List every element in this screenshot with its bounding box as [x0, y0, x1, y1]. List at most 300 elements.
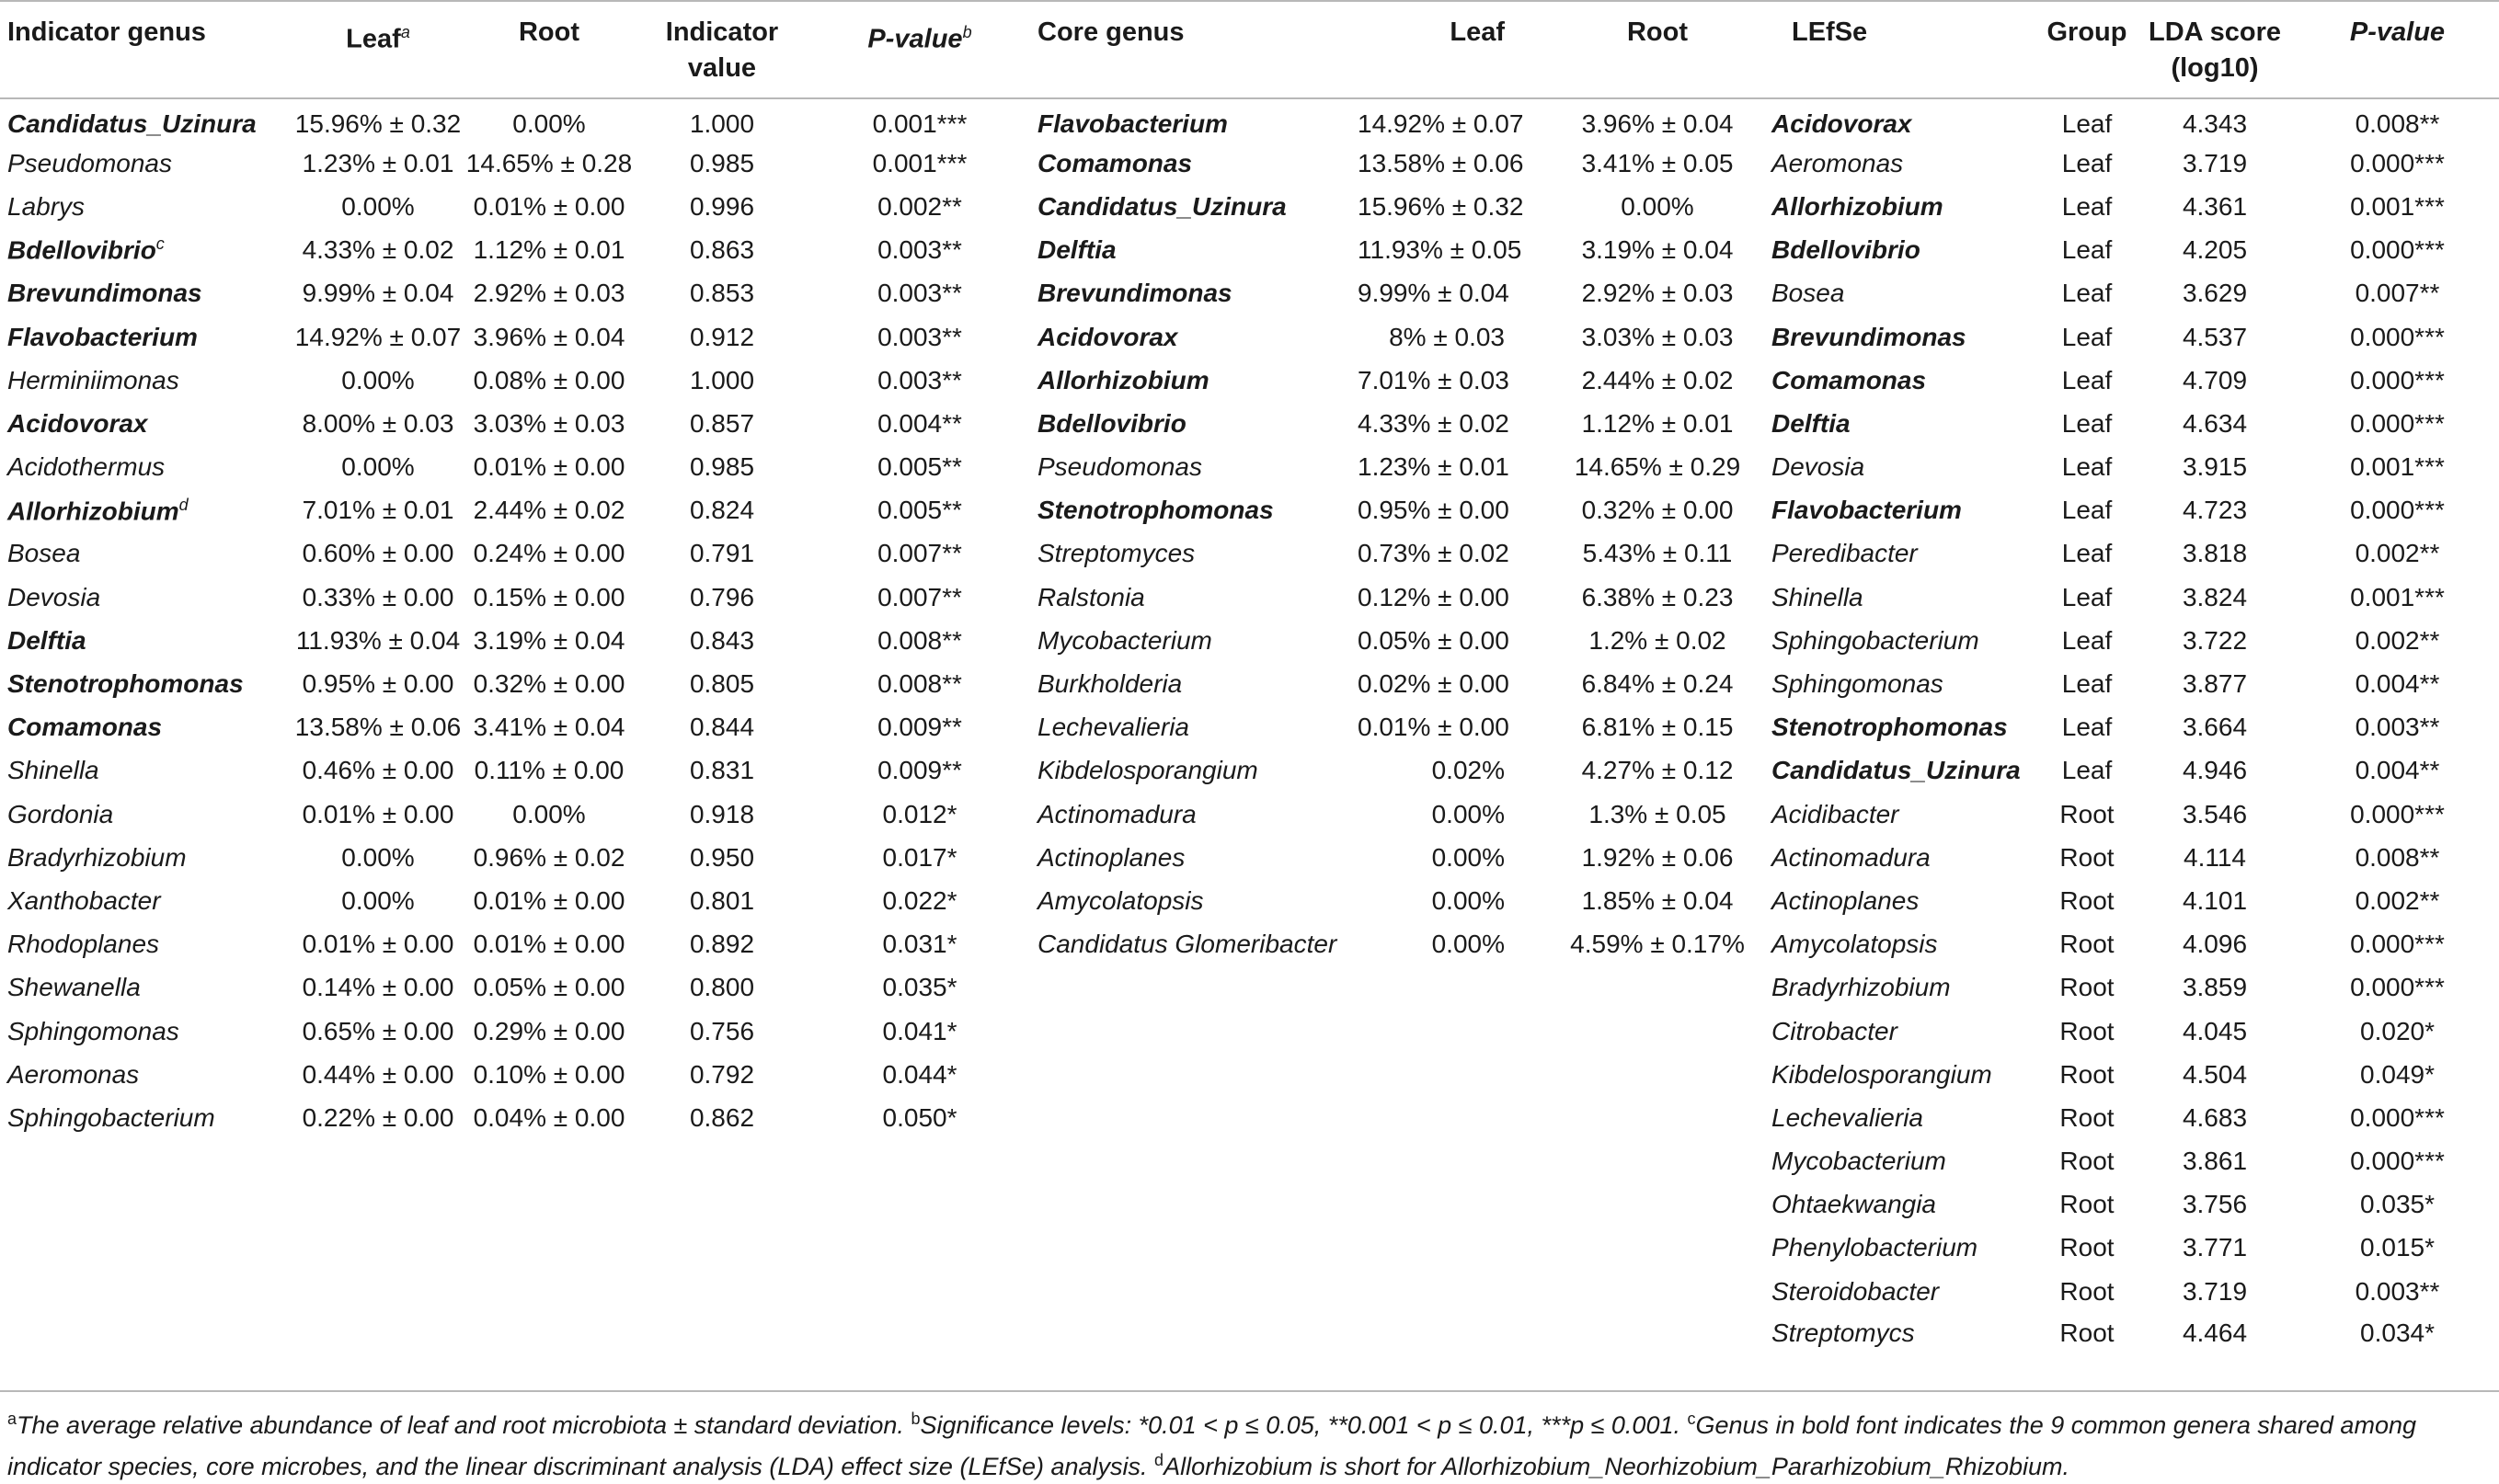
lefse-lda-cell: 4.045 — [2182, 1016, 2248, 1045]
indicator-value-cell: 0.950 — [689, 842, 755, 872]
core-genus-cell: Acidovorax — [1037, 322, 1178, 351]
lefse-pvalue-cell: 0.000*** — [2350, 408, 2445, 438]
indicator-pvalue-cell: 0.022* — [882, 885, 957, 915]
lefse-genus-cell: Peredibacter — [1771, 539, 1918, 568]
table-row — [0, 1313, 2499, 1366]
lefse-group-cell: Leaf — [2061, 539, 2113, 568]
table-row — [0, 359, 2499, 402]
indicator-value-cell: 0.831 — [689, 756, 755, 785]
table-row — [0, 272, 2499, 315]
table-row — [0, 1010, 2499, 1053]
core-leaf-cell: 11.93% ± 0.05 — [1358, 235, 1522, 265]
indicator-genus-cell — [0, 446, 292, 489]
indicator-genus-name: Aeromonas — [7, 1059, 140, 1089]
footnote-a-mark: a — [7, 1410, 17, 1428]
core-root-cell: 1.12% ± 0.01 — [1581, 408, 1734, 438]
footnote-b-text: Significance levels: *0.01 < p ≤ 0.05, **0.001 < p ≤ 0.01, ***p ≤ 0.001. — [920, 1411, 1680, 1439]
indicator-genus-name: Stenotrophomonas — [7, 669, 244, 699]
indicator-pvalue-cell: 0.041* — [882, 1016, 957, 1045]
empty-cell — [1030, 1270, 1358, 1313]
header-root: Root — [464, 1, 635, 98]
lefse-lda-cell: 3.546 — [2182, 799, 2248, 828]
indicator-root-cell: 14.65% ± 0.28 — [465, 148, 633, 177]
core-leaf-cell: 0.00% — [1431, 799, 1505, 828]
indicator-root-cell: 0.04% ± 0.00 — [473, 1102, 625, 1132]
core-root-cell: 2.92% ± 0.03 — [1581, 279, 1734, 308]
indicator-root-cell: 0.15% ± 0.00 — [473, 582, 625, 611]
indicator-value-cell: 0.791 — [689, 539, 755, 568]
indicator-leaf-cell: 0.46% ± 0.00 — [302, 756, 454, 785]
empty-cell — [1030, 1183, 1358, 1227]
table-row — [0, 966, 2499, 1010]
indicator-root-cell: 0.96% ± 0.02 — [473, 842, 625, 872]
core-genus-cell: Candidatus Glomeribacter — [1037, 930, 1337, 959]
table-row — [0, 1183, 2499, 1227]
indicator-leaf-cell: 0.00% — [341, 191, 415, 221]
core-root-cell: 1.92% ± 0.06 — [1581, 842, 1734, 872]
indicator-root-cell: 3.41% ± 0.04 — [473, 713, 625, 742]
indicator-leaf-cell: 11.93% ± 0.04 — [295, 625, 461, 655]
header-lefse-pvalue-label: P-value — [2349, 17, 2446, 47]
indicator-genus-cell — [0, 1096, 292, 1139]
table-row — [0, 185, 2499, 228]
indicator-leaf-cell: 0.44% ± 0.00 — [302, 1059, 454, 1089]
indicator-genus-cell — [0, 836, 292, 879]
core-root-cell: 4.59% ± 0.17% — [1570, 930, 1745, 959]
indicator-pvalue-cell: 0.001*** — [872, 148, 968, 177]
lefse-lda-cell: 4.101 — [2182, 885, 2248, 915]
lefse-group-cell: Leaf — [2061, 408, 2113, 438]
empty-cell — [635, 1183, 809, 1227]
table-row — [0, 142, 2499, 185]
core-leaf-cell: 14.92% ± 0.07 — [1358, 109, 1524, 139]
table-row — [0, 1227, 2499, 1270]
lefse-pvalue-cell: 0.002** — [2355, 625, 2440, 655]
indicator-leaf-cell: 14.92% ± 0.07 — [294, 322, 462, 351]
indicator-value-cell: 0.792 — [689, 1059, 755, 1089]
lefse-genus-cell: Phenylobacterium — [1771, 1233, 1978, 1262]
table-footnotes — [0, 1390, 2499, 1484]
header-indicator-value-line2: value — [687, 53, 757, 83]
core-genus-cell: Amycolatopsis — [1037, 885, 1204, 915]
lefse-genus-cell: Flavobacterium — [1771, 496, 1962, 525]
indicator-genus-name: Delftia — [7, 625, 86, 655]
lefse-group-cell: Leaf — [2061, 496, 2113, 525]
indicator-genus-name: Herminiimonas — [7, 365, 179, 394]
lefse-lda-cell: 3.818 — [2182, 539, 2248, 568]
table-row — [0, 1096, 2499, 1139]
core-root-cell: 5.43% ± 0.11 — [1582, 539, 1733, 568]
lefse-group-cell: Root — [2059, 799, 2115, 828]
lefse-pvalue-cell: 0.003** — [2355, 1276, 2440, 1306]
lefse-lda-cell: 3.629 — [2182, 279, 2248, 308]
empty-cell — [809, 1140, 1030, 1183]
empty-cell — [292, 1313, 464, 1366]
indicator-genus-name: Bradyrhizobium — [7, 842, 187, 872]
lefse-pvalue-cell: 0.008** — [2355, 109, 2440, 139]
table-row — [0, 923, 2499, 966]
indicator-leaf-cell: 1.23% ± 0.01 — [302, 148, 454, 177]
core-root-cell: 3.03% ± 0.03 — [1581, 322, 1734, 351]
empty-cell — [1030, 1227, 1358, 1270]
indicator-pvalue-cell: 0.044* — [882, 1059, 957, 1089]
empty-cell — [809, 1227, 1030, 1270]
lefse-genus-cell: Mycobacterium — [1771, 1147, 1946, 1176]
footnote-c-mark: c — [1687, 1410, 1696, 1428]
indicator-genus-footnote-mark: d — [178, 495, 189, 514]
indicator-leaf-cell: 7.01% ± 0.01 — [302, 496, 454, 525]
empty-cell — [1030, 966, 1358, 1010]
indicator-genus-cell — [0, 489, 292, 532]
lefse-group-cell: Leaf — [2061, 148, 2113, 177]
lefse-group-cell: Root — [2059, 1059, 2115, 1089]
lefse-pvalue-cell: 0.001*** — [2350, 191, 2445, 221]
indicator-leaf-cell: 9.99% ± 0.04 — [302, 279, 454, 308]
core-leaf-cell: 0.73% ± 0.02 — [1358, 539, 1509, 568]
core-root-cell: 6.38% ± 0.23 — [1581, 582, 1734, 611]
indicator-value-cell: 0.843 — [689, 625, 755, 655]
table-row — [0, 446, 2499, 489]
indicator-genus-name: Brevundimonas — [7, 279, 202, 308]
indicator-value-cell: 0.844 — [689, 713, 755, 742]
indicator-root-cell: 0.00% — [512, 799, 586, 828]
indicator-genus-name: Rhodoplanes — [7, 930, 160, 959]
empty-cell — [1505, 1270, 1764, 1313]
lefse-genus-cell: Brevundimonas — [1771, 322, 1966, 351]
indicator-root-cell: 0.10% ± 0.00 — [473, 1059, 625, 1089]
table-body — [0, 98, 2499, 1366]
core-genus-cell: Pseudomonas — [1037, 452, 1203, 482]
lefse-pvalue-cell: 0.035* — [2360, 1190, 2435, 1219]
indicator-genus-cell — [0, 185, 292, 228]
indicator-genus-name: Comamonas — [7, 713, 163, 742]
lefse-lda-cell: 4.537 — [2182, 322, 2248, 351]
core-root-cell: 0.32% ± 0.00 — [1581, 496, 1734, 525]
core-genus-cell: Streptomyces — [1037, 539, 1196, 568]
table-row — [0, 98, 2499, 142]
core-root-cell: 6.81% ± 0.15 — [1581, 713, 1734, 742]
indicator-genus-cell — [0, 706, 292, 749]
lefse-genus-cell: Allorhizobium — [1771, 191, 1943, 221]
indicator-leaf-cell: 0.95% ± 0.00 — [302, 669, 454, 699]
indicator-leaf-cell: 15.96% ± 0.32 — [294, 109, 462, 139]
indicator-genus-name: Acidovorax — [7, 408, 148, 438]
footnote-mark-a: a — [400, 23, 410, 41]
empty-cell — [1030, 1140, 1358, 1183]
indicator-genus-cell — [0, 749, 292, 793]
core-root-cell: 0.00% — [1621, 191, 1694, 221]
lefse-genus-cell: Bdellovibrio — [1771, 235, 1920, 265]
lefse-pvalue-cell: 0.015* — [2360, 1233, 2435, 1262]
indicator-root-cell: 0.01% ± 0.00 — [473, 930, 625, 959]
indicator-genus-cell — [0, 142, 292, 185]
indicator-value-cell: 0.985 — [689, 452, 755, 482]
empty-cell — [1358, 1227, 1505, 1270]
core-root-cell: 2.44% ± 0.02 — [1581, 365, 1734, 394]
indicator-genus-cell — [0, 662, 292, 705]
core-genus-cell: Actinomadura — [1037, 799, 1197, 828]
table-row — [0, 662, 2499, 705]
header-pvalue-label: P-value — [867, 24, 963, 54]
indicator-genus-cell — [0, 315, 292, 359]
indicator-value-cell: 0.756 — [689, 1016, 755, 1045]
lefse-pvalue-cell: 0.004** — [2355, 669, 2440, 699]
footnote-c-text: Genus in bold font indicates the 9 common genera shared among indicator species, core microbes, and the linear discriminant analysis (LDA) effect size (LEfSe) analysis. — [7, 1411, 2416, 1480]
lefse-pvalue-cell: 0.000*** — [2350, 930, 2445, 959]
empty-cell — [0, 1183, 292, 1227]
indicator-pvalue-cell: 0.012* — [882, 799, 957, 828]
lefse-lda-cell: 3.756 — [2182, 1190, 2248, 1219]
lefse-pvalue-cell: 0.002** — [2355, 885, 2440, 915]
lefse-group-cell: Leaf — [2061, 322, 2113, 351]
lefse-group-cell: Root — [2059, 1147, 2115, 1176]
lefse-pvalue-cell: 0.004** — [2355, 756, 2440, 785]
lefse-pvalue-cell: 0.000*** — [2350, 1102, 2445, 1132]
core-genus-cell: Brevundimonas — [1037, 279, 1232, 308]
lefse-genus-cell: Lechevalieria — [1771, 1102, 1923, 1132]
footnote-d-mark: d — [1154, 1451, 1164, 1469]
indicator-value-cell: 0.805 — [689, 669, 755, 699]
empty-cell — [1358, 1183, 1505, 1227]
lefse-genus-cell: Sphingomonas — [1771, 669, 1943, 699]
indicator-root-cell: 0.08% ± 0.00 — [473, 365, 625, 394]
indicator-value-cell: 0.853 — [689, 279, 755, 308]
indicator-pvalue-cell: 0.005** — [877, 452, 962, 482]
core-root-cell: 3.19% ± 0.04 — [1581, 235, 1734, 265]
indicator-root-cell: 0.29% ± 0.00 — [473, 1016, 625, 1045]
empty-cell — [809, 1183, 1030, 1227]
lefse-genus-cell: Delftia — [1771, 408, 1851, 438]
core-leaf-cell: 1.23% ± 0.01 — [1358, 452, 1509, 482]
indicator-genus-cell — [0, 229, 292, 272]
table-row — [0, 879, 2499, 922]
empty-cell — [1505, 1183, 1764, 1227]
table-row — [0, 1140, 2499, 1183]
lefse-genus-cell: Aeromonas — [1771, 148, 1904, 177]
lefse-pvalue-cell: 0.049* — [2360, 1059, 2435, 1089]
core-leaf-cell: 7.01% ± 0.03 — [1358, 365, 1509, 394]
lefse-group-cell: Leaf — [2061, 365, 2113, 394]
indicator-pvalue-cell: 0.003** — [877, 235, 962, 265]
lefse-pvalue-cell: 0.008** — [2355, 842, 2440, 872]
indicator-genus-cell — [0, 402, 292, 445]
indicator-root-cell: 0.01% ± 0.00 — [473, 452, 625, 482]
empty-cell — [0, 1140, 292, 1183]
lefse-group-cell: Leaf — [2061, 109, 2113, 139]
indicator-genus-name: Pseudomonas — [7, 148, 173, 177]
indicator-genus-cell — [0, 619, 292, 662]
indicator-genus-cell — [0, 576, 292, 619]
header-indicator-value-line1: Indicator — [665, 17, 779, 47]
empty-cell — [1505, 1313, 1764, 1366]
footnote-a-text: The average relative abundance of leaf and root microbiota ± standard deviation. — [17, 1411, 904, 1439]
table-row — [0, 749, 2499, 793]
indicator-root-cell: 3.19% ± 0.04 — [473, 625, 625, 655]
empty-cell — [1505, 1053, 1764, 1096]
indicator-root-cell: 2.44% ± 0.02 — [473, 496, 625, 525]
indicator-pvalue-cell: 0.001*** — [872, 109, 968, 139]
core-genus-cell: Comamonas — [1037, 148, 1193, 177]
lefse-group-cell: Root — [2059, 1102, 2115, 1132]
lefse-genus-cell: Sphingobacterium — [1771, 625, 1979, 655]
lefse-lda-cell: 3.861 — [2182, 1147, 2248, 1176]
lefse-lda-cell: 4.096 — [2182, 930, 2248, 959]
core-root-cell: 14.65% ± 0.29 — [1574, 452, 1741, 482]
lefse-genus-cell: Stenotrophomonas — [1771, 713, 2008, 742]
indicator-genus-name: Candidatus_Uzinura — [7, 109, 257, 139]
indicator-value-cell: 0.863 — [689, 235, 755, 265]
indicator-leaf-cell: 4.33% ± 0.02 — [302, 235, 454, 265]
empty-cell — [1505, 1010, 1764, 1053]
footnote-d-text: Allorhizobium is short for Allorhizobium_Neorhizobium_Pararhizobium_Rhizobium. — [1164, 1453, 2069, 1480]
indicator-pvalue-cell: 0.035* — [882, 973, 957, 1002]
lefse-genus-cell: Bradyrhizobium — [1771, 973, 1951, 1002]
lefse-genus-cell: Comamonas — [1771, 365, 1927, 394]
indicator-genus-cell — [0, 1053, 292, 1096]
empty-cell — [292, 1183, 464, 1227]
lefse-genus-cell: Amycolatopsis — [1771, 930, 1938, 959]
empty-cell — [809, 1270, 1030, 1313]
indicator-leaf-cell: 0.01% ± 0.00 — [302, 799, 454, 828]
empty-cell — [292, 1270, 464, 1313]
indicator-genus-cell — [0, 98, 292, 142]
header-lda-line1: LDA score — [2149, 17, 2281, 47]
indicator-genus-name: Xanthobacter — [7, 885, 161, 915]
indicator-genus-footnote-mark: c — [155, 234, 165, 254]
core-leaf-cell: 0.02% — [1431, 756, 1505, 785]
lefse-lda-cell: 3.719 — [2182, 1276, 2248, 1306]
empty-cell — [1030, 1010, 1358, 1053]
indicator-genus-name: Bdellovibrio — [7, 235, 156, 265]
header-indicator-genus: Indicator genus — [0, 1, 292, 98]
indicator-pvalue-cell: 0.003** — [877, 322, 962, 351]
lefse-pvalue-cell: 0.000*** — [2350, 799, 2445, 828]
lefse-group-cell: Root — [2059, 842, 2115, 872]
indicator-value-cell: 0.985 — [689, 148, 755, 177]
lefse-lda-cell: 3.824 — [2182, 582, 2248, 611]
lefse-genus-cell: Actinoplanes — [1771, 885, 1920, 915]
indicator-root-cell: 3.03% ± 0.03 — [473, 408, 625, 438]
indicator-leaf-cell: 13.58% ± 0.06 — [294, 713, 462, 742]
header-lefse-pvalue — [2296, 1, 2499, 98]
empty-cell — [1358, 1053, 1505, 1096]
header-leaf-label: Leaf — [346, 24, 401, 54]
lefse-pvalue-cell: 0.001*** — [2350, 452, 2445, 482]
empty-cell — [809, 1313, 1030, 1366]
indicator-pvalue-cell: 0.009** — [877, 756, 962, 785]
core-root-cell: 3.96% ± 0.04 — [1581, 109, 1734, 139]
core-root-cell: 1.2% ± 0.02 — [1588, 625, 1726, 655]
lefse-pvalue-cell: 0.003** — [2355, 713, 2440, 742]
lefse-genus-cell: Citrobacter — [1771, 1016, 1897, 1045]
core-leaf-cell: 0.00% — [1431, 842, 1505, 872]
lefse-lda-cell: 4.205 — [2182, 235, 2248, 265]
lefse-genus-cell: Steroidobacter — [1771, 1276, 1940, 1306]
lefse-group-cell: Root — [2059, 1276, 2115, 1306]
lefse-group-cell: Leaf — [2061, 669, 2113, 699]
core-genus-cell: Actinoplanes — [1037, 842, 1186, 872]
core-genus-cell: Delftia — [1037, 235, 1117, 265]
core-genus-cell: Allorhizobium — [1037, 365, 1209, 394]
empty-cell — [1505, 1096, 1764, 1139]
empty-cell — [1505, 1227, 1764, 1270]
core-genus-cell: Burkholderia — [1037, 669, 1183, 699]
core-leaf-cell: 0.95% ± 0.00 — [1358, 496, 1509, 525]
indicator-root-cell: 0.32% ± 0.00 — [473, 669, 625, 699]
indicator-pvalue-cell: 0.007** — [877, 539, 962, 568]
header-indicator-value — [635, 1, 809, 98]
empty-cell — [635, 1313, 809, 1366]
lefse-lda-cell: 4.683 — [2182, 1102, 2248, 1132]
core-genus-cell: Ralstonia — [1037, 582, 1145, 611]
indicator-genus-name: Labrys — [7, 191, 86, 221]
lefse-lda-cell: 4.464 — [2182, 1318, 2248, 1348]
indicator-pvalue-cell: 0.003** — [877, 279, 962, 308]
lefse-group-cell: Leaf — [2061, 756, 2113, 785]
empty-cell — [464, 1140, 635, 1183]
table-row — [0, 576, 2499, 619]
header-lda-score — [2134, 1, 2296, 98]
indicator-root-cell: 2.92% ± 0.03 — [473, 279, 625, 308]
indicator-genus-name: Flavobacterium — [7, 322, 198, 351]
core-leaf-cell: 13.58% ± 0.06 — [1358, 148, 1524, 177]
indicator-genus-cell — [0, 966, 292, 1010]
empty-cell — [1358, 1313, 1505, 1366]
lefse-group-cell: Leaf — [2061, 191, 2113, 221]
indicator-value-cell: 1.000 — [689, 365, 755, 394]
table-row — [0, 836, 2499, 879]
lefse-group-cell: Leaf — [2061, 625, 2113, 655]
empty-cell — [1358, 1140, 1505, 1183]
table-row — [0, 619, 2499, 662]
indicator-value-cell: 0.996 — [689, 191, 755, 221]
lefse-lda-cell: 3.719 — [2182, 148, 2248, 177]
indicator-root-cell: 0.00% — [512, 109, 586, 139]
core-root-cell: 1.85% ± 0.04 — [1581, 885, 1734, 915]
core-leaf-cell: 4.33% ± 0.02 — [1358, 408, 1509, 438]
header-row — [0, 1, 2499, 98]
core-leaf-cell: 9.99% ± 0.04 — [1358, 279, 1509, 308]
empty-cell — [1358, 1096, 1505, 1139]
indicator-root-cell: 0.01% ± 0.00 — [473, 191, 625, 221]
indicator-genus-name: Acidothermus — [7, 452, 166, 482]
lefse-lda-cell: 4.634 — [2182, 408, 2248, 438]
lefse-lda-cell: 4.504 — [2182, 1059, 2248, 1089]
empty-cell — [1358, 1010, 1505, 1053]
table-row — [0, 402, 2499, 445]
core-leaf-cell: 0.00% — [1431, 885, 1505, 915]
core-genus-cell: Bdellovibrio — [1037, 408, 1186, 438]
core-leaf-cell: 0.00% — [1431, 930, 1505, 959]
lefse-lda-cell: 3.859 — [2182, 973, 2248, 1002]
indicator-value-cell: 0.824 — [689, 496, 755, 525]
lefse-pvalue-cell: 0.002** — [2355, 539, 2440, 568]
footnote-mark-b: b — [962, 23, 972, 41]
indicator-value-cell: 0.800 — [689, 973, 755, 1002]
indicator-root-cell: 0.24% ± 0.00 — [473, 539, 625, 568]
indicator-leaf-cell: 0.00% — [341, 842, 415, 872]
lefse-genus-cell: Ohtaekwangia — [1771, 1190, 1937, 1219]
lefse-genus-cell: Actinomadura — [1771, 842, 1931, 872]
indicator-root-cell: 3.96% ± 0.04 — [473, 322, 625, 351]
indicator-value-cell: 0.918 — [689, 799, 755, 828]
indicator-value-cell: 0.912 — [689, 322, 755, 351]
core-leaf-cell: 0.01% ± 0.00 — [1358, 713, 1509, 742]
lefse-group-cell: Leaf — [2061, 582, 2113, 611]
core-genus-cell: Stenotrophomonas — [1037, 496, 1274, 525]
indicator-value-cell: 0.796 — [689, 582, 755, 611]
header-lefse: LEfSe — [1764, 1, 2040, 98]
